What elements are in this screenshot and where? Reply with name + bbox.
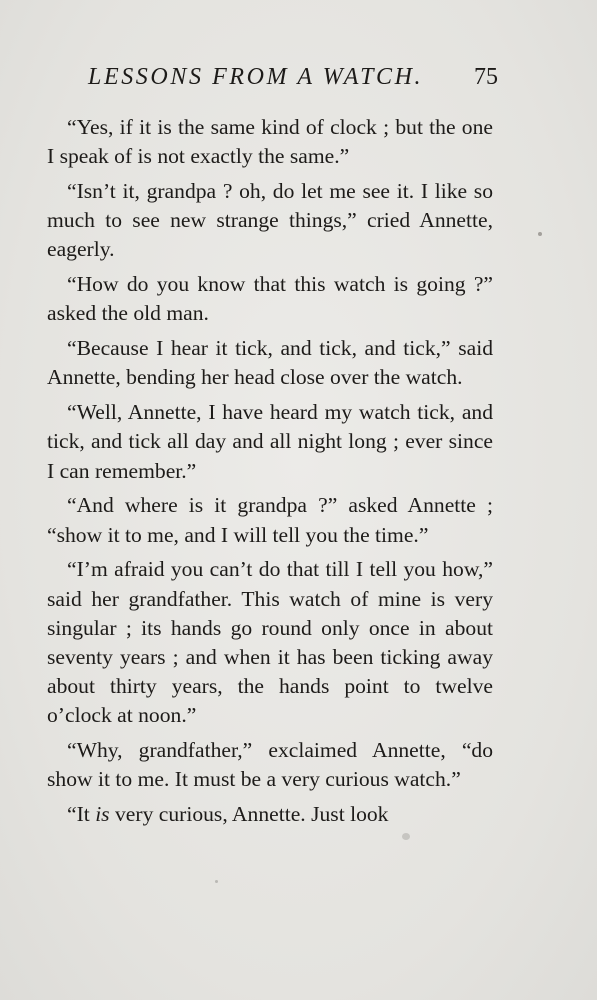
emphasized-word: is: [95, 802, 110, 827]
paragraph: “Yes, if it is the same kind of clock ; but the one I speak of is not exactly the same.”: [47, 115, 493, 169]
page-number: 75: [474, 64, 498, 90]
paper-speck: [402, 833, 410, 840]
paragraph: “Why, grandfather,” exclaimed Annette, “do show it to me. It must be a very curious watch.”: [47, 738, 493, 792]
paragraph: “Isn’t it, grandpa ? oh, do let me see it. I like so much to see new strange things,” cried Annette, eagerly.: [47, 179, 493, 262]
paragraph-final: [47, 800, 493, 829]
paragraph: “Well, Annette, I have heard my watch tick, and tick, and tick all day and all night long ; ever since I can remember.”: [47, 400, 493, 483]
paragraph: “Because I hear it tick, and tick, and tick,” said Annette, bending her head close over the watch.: [47, 336, 493, 390]
paragraph: “How do you know that this watch is going ?” asked the old man.: [47, 272, 493, 326]
paper-speck: [538, 232, 542, 236]
paragraph: “I’m afraid you can’t do that till I tell you how,” said her grandfather. This watch of mine is very singular ; its hands go round only once in about seventy years ; and when it has been ticking away about thirty years, the hands point to twelve o’clock at noon.”: [47, 557, 493, 728]
paper-speck: [215, 880, 218, 883]
page-header: [88, 64, 498, 100]
paragraph: “And where is it grandpa ?” asked Annette ; “show it to me, and I will tell you the time.”: [47, 493, 493, 547]
final-paragraph-start: “It: [67, 802, 96, 827]
running-title: LESSONS FROM A WATCH.: [88, 64, 424, 90]
body-text: [47, 113, 493, 829]
final-paragraph-end: very curious, Annette. Just look: [109, 802, 389, 827]
